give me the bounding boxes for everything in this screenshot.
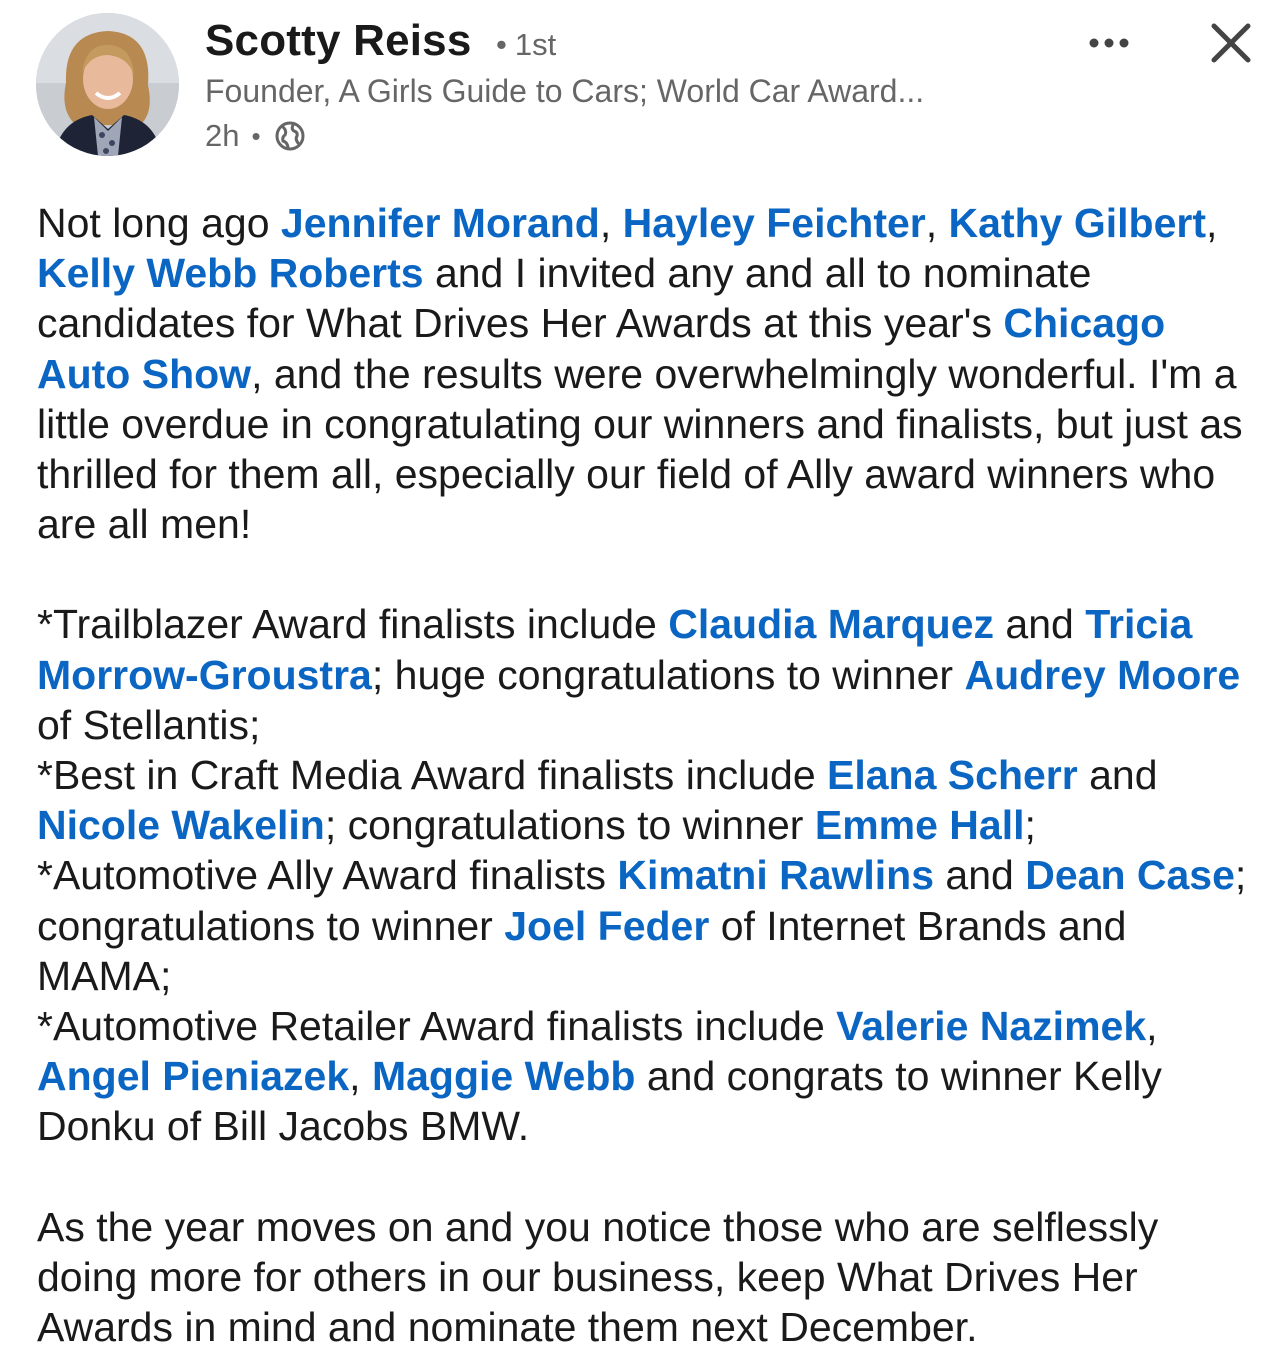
mention-angel-pieniazek[interactable]: Angel Pieniazek <box>37 1053 350 1100</box>
text-segment: Not long ago <box>37 200 281 246</box>
post-paragraph-closing: As the year moves on and you notice those who are selflessly doing more for others in our business, keep What Drives Her Awards in mind and nominate them next December. <box>37 1203 1159 1351</box>
mention-kelly-webb-roberts[interactable]: Kelly Webb Roberts <box>37 250 424 297</box>
post-meta <box>205 116 307 156</box>
text-segment: , <box>599 200 623 246</box>
mention-maggie-webb[interactable]: Maggie Webb <box>371 1053 636 1100</box>
text-segment: and <box>934 852 1026 899</box>
text-segment: , <box>1146 1003 1158 1050</box>
mention-chicago-auto-show[interactable]: Chicago Auto Show <box>37 300 1166 397</box>
author-avatar[interactable] <box>36 13 179 156</box>
globe-icon <box>273 119 307 153</box>
mention-kimatni-rawlins[interactable]: Kimatni Rawlins <box>617 852 935 899</box>
mention-hayley-feichter[interactable]: Hayley Feichter <box>622 200 926 246</box>
text-segment: , <box>349 1053 372 1100</box>
paragraph-gap <box>37 1152 1267 1202</box>
mention-claudia-marquez[interactable]: Claudia Marquez <box>668 601 995 648</box>
mention-kathy-gilbert[interactable]: Kathy Gilbert <box>948 200 1206 246</box>
author-headline: Founder, A Girls Guide to Cars; World Car Award... <box>205 73 925 109</box>
mention-tricia-morrow-groustra[interactable]: Tricia Morrow-Groustra <box>37 601 1193 698</box>
degree-label: 1st <box>514 27 557 62</box>
post-time: 2h <box>205 118 240 153</box>
text-segment: *Trailblazer Award finalists include <box>37 601 669 648</box>
close-button[interactable] <box>1206 18 1256 68</box>
text-segment: , <box>925 200 949 246</box>
text-segment: ; congratulations to winner <box>324 802 815 849</box>
post-body <box>37 198 1267 1352</box>
mention-joel-feder[interactable]: Joel Feder <box>504 902 710 949</box>
text-segment: , and the results were overwhelmingly wonderful. I'm a little overdue in congratulating our winners and finalists, but just as thrilled for them all, especially our field of Ally award winners who are all men! <box>37 350 1243 548</box>
mention-valerie-nazimek[interactable]: Valerie Nazimek <box>836 1003 1147 1050</box>
mention-dean-case[interactable]: Dean Case <box>1025 852 1235 899</box>
text-segment: ; huge congratulations to winner <box>371 651 965 698</box>
post-paragraph-intro <box>37 198 1267 549</box>
connection-degree <box>496 27 556 63</box>
mention-nicole-wakelin[interactable]: Nicole Wakelin <box>37 802 325 849</box>
more-options-button[interactable] <box>1084 26 1134 60</box>
text-segment: *Automotive Retailer Award finalists include <box>37 1003 837 1050</box>
mention-audrey-moore[interactable]: Audrey Moore <box>964 651 1241 698</box>
post-header <box>0 0 1286 170</box>
text-segment: ; <box>1024 802 1036 849</box>
text-segment: and congrats to winner Kelly Donku of Bill Jacobs BMW. <box>37 1053 1162 1150</box>
text-segment: and I invited any and all to nominate candidates for What Drives Her Awards at this year's <box>37 250 1092 347</box>
close-icon <box>1206 18 1256 68</box>
mention-emme-hall[interactable]: Emme Hall <box>814 802 1025 849</box>
text-segment: , <box>1205 200 1218 246</box>
mention-elana-scherr[interactable]: Elana Scherr <box>827 752 1078 799</box>
separator-dot: • <box>251 120 261 151</box>
text-segment: *Automotive Ally Award finalists <box>37 852 618 899</box>
author-name[interactable]: Scotty Reiss <box>205 16 472 65</box>
more-horizontal-icon <box>1087 37 1131 49</box>
paragraph-gap <box>37 549 1267 599</box>
mention-jennifer-morand[interactable]: Jennifer Morand <box>280 200 600 246</box>
text-segment: and <box>1077 752 1158 799</box>
text-segment: ; congratulations to winner <box>37 852 1247 949</box>
text-segment: *Best in Craft Media Award finalists include <box>37 752 828 799</box>
text-segment: of Internet Brands and MAMA; <box>37 902 1127 999</box>
text-segment: and <box>994 601 1086 648</box>
separator-dot: • <box>496 27 507 62</box>
text-segment: of Stellantis; <box>37 701 261 748</box>
profile-photo <box>36 13 179 156</box>
post-paragraph-awards <box>37 599 1267 1151</box>
